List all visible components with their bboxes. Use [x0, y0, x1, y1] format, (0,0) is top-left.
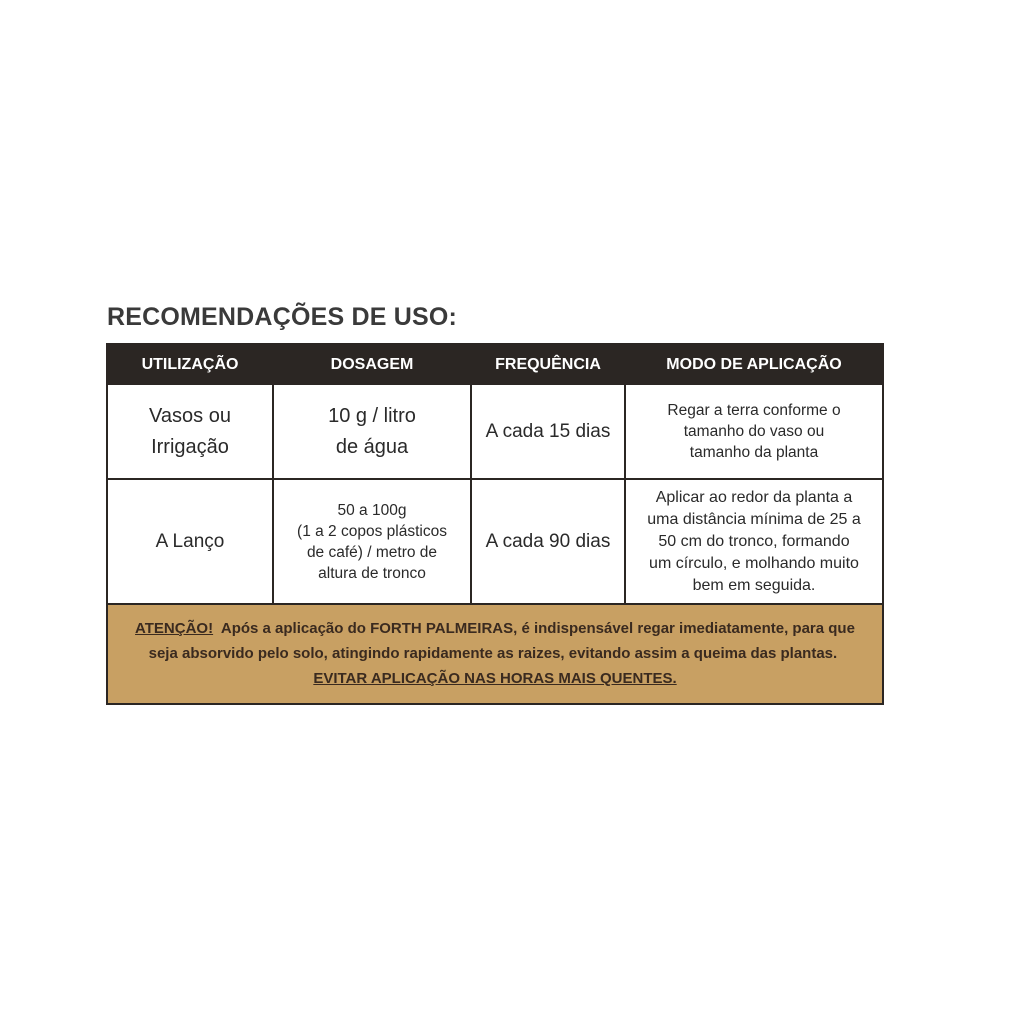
header-utilizacao: UTILIZAÇÃO: [141, 356, 239, 373]
warning-label: ATENÇÃO!: [135, 620, 214, 637]
cell-text: 50 a 100g (1 a 2 copos plásticos de café) / metro de altura de tronco: [297, 501, 447, 582]
table-cell-modo-aplicacao: [626, 385, 882, 478]
table-cell-frequencia: [472, 385, 624, 478]
header-modo-aplicacao: MODO DE APLICAÇÃO: [666, 356, 842, 373]
table-cell-utilizacao: [108, 385, 272, 478]
warning-text: Após a aplicação do FORTH PALMEIRAS, é indispensável regar imediatamente, para que seja absorvido pelo solo, atingindo rapidamente as raizes, evitando assim a queima das plantas.: [148, 620, 855, 662]
cell-text: A Lanço: [155, 530, 225, 552]
cell-text: Regar a terra conforme o tamanho do vaso ou tamanho da planta: [667, 402, 841, 461]
page-title: RECOMENDAÇÕES DE USO:: [107, 303, 458, 331]
table-cell-modo-aplicacao: [626, 480, 882, 603]
cell-text: A cada 90 dias: [485, 530, 611, 552]
warning-box: [108, 605, 882, 703]
table-cell-frequencia: [472, 480, 624, 603]
warning-emphasis: EVITAR APLICAÇÃO NAS HORAS MAIS QUENTES.: [313, 670, 677, 687]
table-cell-dosagem: [274, 480, 470, 603]
cell-text: Vasos ou Irrigação: [149, 404, 231, 458]
cell-text: 10 g / litro de água: [328, 404, 416, 458]
table-header: [108, 345, 882, 385]
header-dosagem: DOSAGEM: [330, 356, 414, 373]
cell-text: A cada 15 dias: [485, 420, 611, 442]
cell-text: Aplicar ao redor da planta a uma distância mínima de 25 a 50 cm do tronco, formando um círculo, e molhando muito bem em seguida.: [647, 488, 861, 594]
header-frequencia: FREQUÊNCIA: [495, 356, 601, 373]
table-cell-utilizacao: [108, 480, 272, 603]
usage-table: [106, 343, 884, 705]
table-cell-dosagem: [274, 385, 470, 478]
